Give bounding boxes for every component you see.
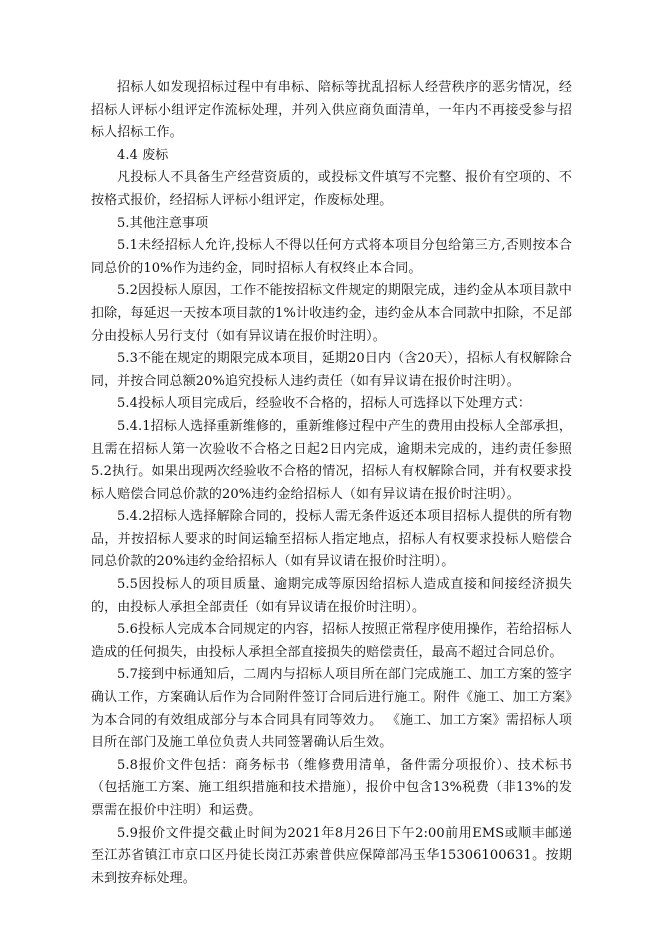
heading-4-4-invalid-bid: 4.4 废标 — [117, 147, 169, 163]
clause-5-8: 5.8报价文件包括：商务标书（维修费用清单，备件需分项报价）、技术标书（包括施工方案、施工组织措施和技术措施），报价中包含13%税费（非13%的发票需在报价中注明）和运费。 — [91, 757, 572, 818]
clause-5-5: 5.5因投标人的项目质量、逾期完成等原因给招标人造成直接和间接经济损失的，由投标人承担全部责任（如有异议请在报价时注明）。 — [91, 577, 572, 615]
clause-5-7: 5.7接到中标通知后，二周内与招标人项目所在部门完成施工、加工方案的签字确认工作，方案确认后作为合同附件签订合同后进行施工。附件《施工、加工方案》为本合同的有效组成部分与本合同具有同等效力。 《施工、加工方案》需招标人项目所在部门及施工单位负责人共同签署确认后生效。 — [91, 667, 572, 751]
paragraph-bid-rigging: 招标人如发现招标过程中有串标、陪标等扰乱招标人经营秩序的恶劣情况，经招标人评标小组评定作流标处理，并列入供应商负面清单，一年内不再接受参与招标人招标工作。 — [91, 80, 572, 141]
clause-5-4: 5.4投标人项目完成后，经验收不合格的，招标人可选择以下处理方式： — [117, 396, 531, 412]
clause-5-1: 5.1未经招标人允许,投标人不得以任何方式将本项目分包给第三方,否则按本合同总价的10%作为违约金，同时招标人有权终止本合同。 — [91, 238, 572, 276]
clause-5-9: 5.9报价文件提交截止时间为2021年8月26日下午2:00前用EMS或顺丰邮递至江苏省镇江市京口区丹徒长岗江苏索普供应保障部冯玉华15306100631。按期未到按弃标处理。 — [91, 825, 572, 886]
clause-5-2: 5.2因投标人原因，工作不能按招标文件规定的期限完成，违约金从本项目款中扣除，每延迟一天按本项目款的1%计收违约金，违约金从本合同款中扣除，不足部分由投标人另行支付（如有异议请在报价时注明）。 — [91, 283, 572, 344]
paragraph-invalid-bid: 凡投标人不具备生产经营资质的，或投标文件填写不完整、报价有空项的、不按格式报价，经招标人评标小组评定，作废标处理。 — [91, 170, 572, 208]
clause-5-4-2: 5.4.2招标人选择解除合同的，投标人需无条件返还本项目招标人提供的所有物品，并按招标人要求的时间运输至招标人指定地点，招标人有权要求投标人赔偿合同总价款的20%违约金给招标人（如有异议请在报价时注明）。 — [91, 509, 572, 570]
clause-5-6: 5.6投标人完成本合同规定的内容，招标人按照正常程序使用操作，若给招标人造成的任何损失，由投标人承担全部直接损失的赔偿责任，最高不超过合同总价。 — [91, 622, 572, 660]
heading-5-other-notes: 5.其他注意事项 — [117, 215, 209, 231]
clause-5-3: 5.3不能在规定的期限完成本项目，延期20日内（含20天），招标人有权解除合同，并按合同总额20%追究投标人违约责任（如有异议请在报价时注明）。 — [91, 351, 572, 389]
clause-5-4-1: 5.4.1招标人选择重新维修的，重新维修过程中产生的费用由投标人全部承担，且需在招标人第一次验收不合格之日起2日内完成，逾期未完成的，违约责任参照5.2执行。如果出现两次经验收不合格的情况，招标人有权解除合同，并有权要求投标人赔偿合同总价款的20%违约金给招标人（如有异议请在报价时注明）。 — [91, 418, 572, 502]
